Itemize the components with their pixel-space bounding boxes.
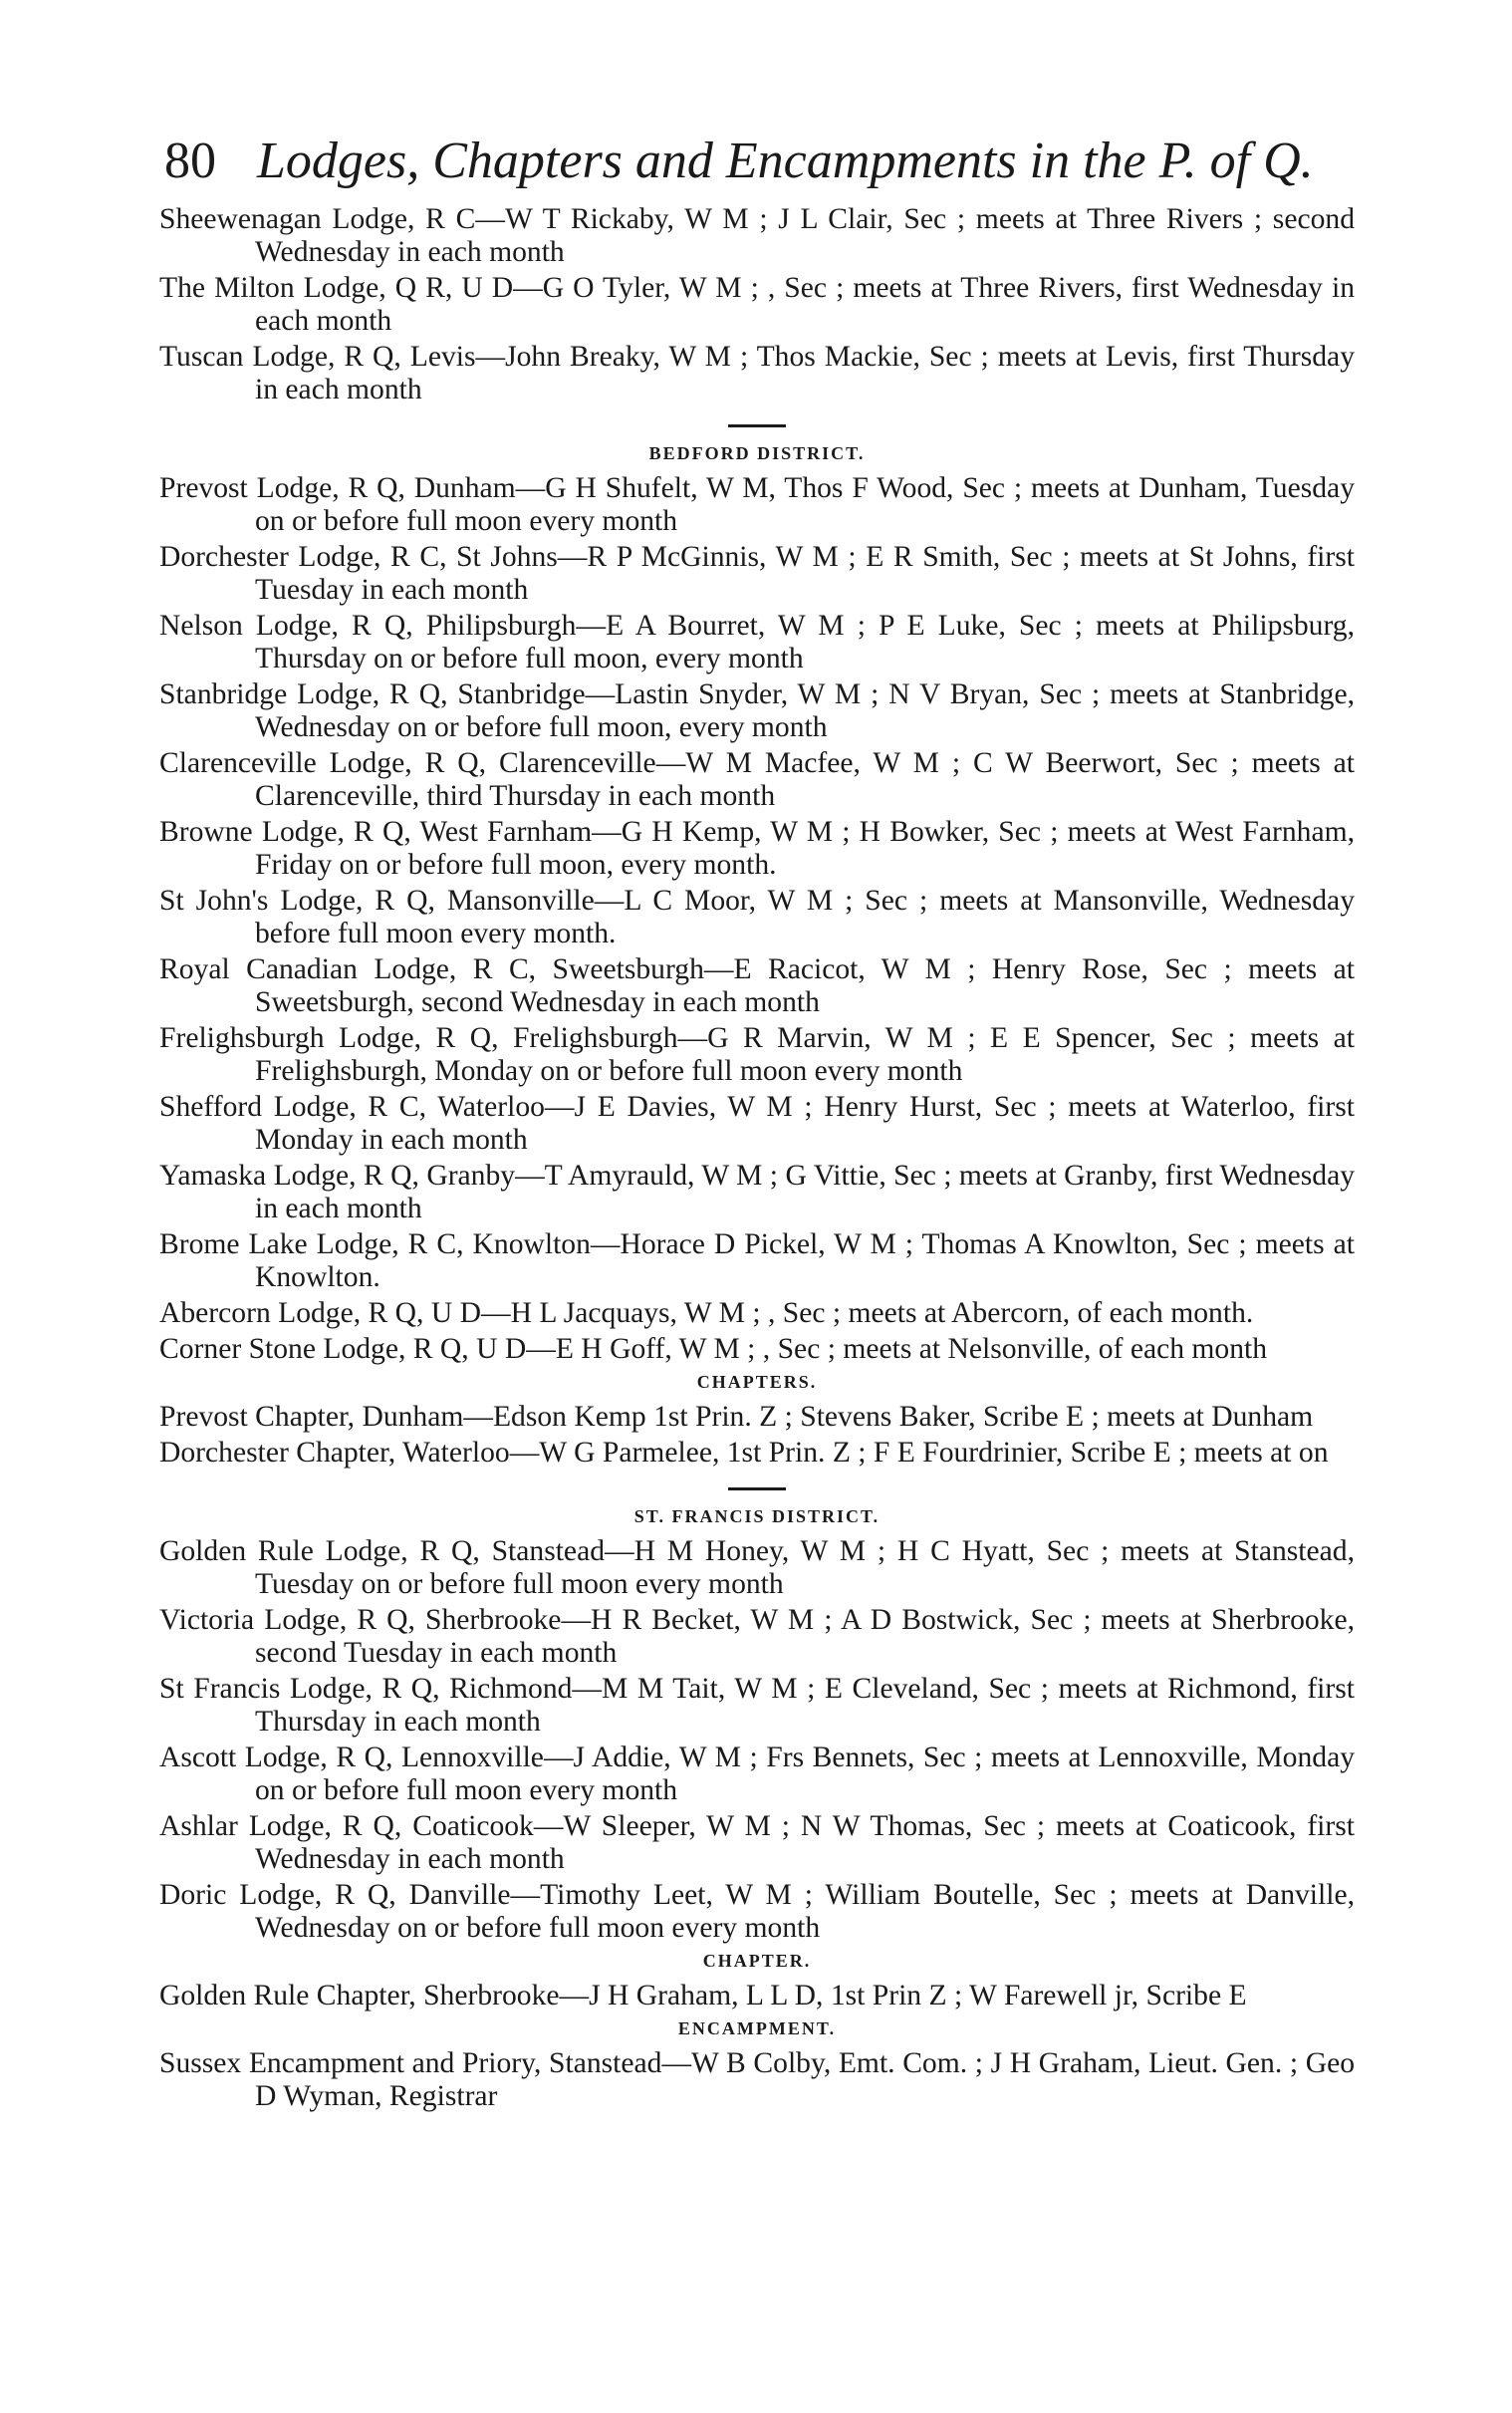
lodge-entry: Victoria Lodge, R Q, Sherbrooke—H R Becket, W M ; A D Bostwick, Sec ; meets at Sherbrooke, second Tuesday in each month [159, 1604, 1355, 1669]
section-heading-chapters: CHAPTERS. [696, 1372, 818, 1392]
lodge-entry: Clarenceville Lodge, R Q, Clarenceville—W M Macfee, W M ; C W Beerwort, Sec ; meets at Clarenceville, third Thursday in each month [159, 747, 1355, 812]
lodge-entry: Sheewenagan Lodge, R C—W T Rickaby, W M ; J L Clair, Sec ; meets at Three Rivers ; second Wednesday in each month [159, 203, 1355, 268]
lodge-entry: Corner Stone Lodge, R Q, U D—E H Goff, W M ; , Sec ; meets at Nelsonville, of each month [159, 1333, 1268, 1365]
lodge-entry: Prevost Lodge, R Q, Dunham—G H Shufelt, W M, Thos F Wood, Sec ; meets at Dunham, Tuesday on or before full moon every month [159, 472, 1355, 537]
lodge-entry: Doric Lodge, R Q, Danville—Timothy Leet, W M ; William Boutelle, Sec ; meets at Danville, Wednesday on or before full moon every month [159, 1879, 1355, 1944]
lodge-entry: Tuscan Lodge, R Q, Levis—John Breaky, W M ; Thos Mackie, Sec ; meets at Levis, first Thursday in each month [159, 341, 1355, 405]
running-title: Lodges, Chapters and Encampments in the P. of Q. [257, 133, 1314, 189]
lodge-entry: Browne Lodge, R Q, West Farnham—G H Kemp, W M ; H Bowker, Sec ; meets at West Farnham, Friday on or before full moon, every month. [159, 816, 1355, 881]
section-heading-chapter: CHAPTER. [702, 1951, 812, 1971]
lodge-entry: The Milton Lodge, Q R, U D—G O Tyler, W M ; , Sec ; meets at Three Rivers, first Wednesday in each month [159, 272, 1355, 337]
lodge-entry: Shefford Lodge, R C, Waterloo—J E Davies, W M ; Henry Hurst, Sec ; meets at Waterloo, first Monday in each month [159, 1091, 1355, 1156]
page-body [159, 203, 1355, 2116]
encampment-entry: Sussex Encampment and Priory, Stanstead—W B Colby, Emt. Com. ; J H Graham, Lieut. Gen. ; Geo D Wyman, Registrar [159, 2047, 1355, 2112]
chapter-entry: Prevost Chapter, Dunham—Edson Kemp 1st Prin. Z ; Stevens Baker, Scribe E ; meets at Dunham [159, 1401, 1314, 1433]
lodge-entry: Abercorn Lodge, R Q, U D—H L Jacquays, W M ; , Sec ; meets at Abercorn, of each month. [159, 1297, 1254, 1329]
section-divider [728, 1487, 786, 1490]
lodge-entry: Frelighsburgh Lodge, R Q, Frelighsburgh—G R Marvin, W M ; E E Spencer, Sec ; meets at Frelighsburgh, Monday on or before full moon every month [159, 1022, 1355, 1087]
section-divider [728, 424, 786, 427]
lodge-entry: Nelson Lodge, R Q, Philipsburgh—E A Bourret, W M ; P E Luke, Sec ; meets at Philipsburg, Thursday on or before full moon, every month [159, 610, 1355, 674]
lodge-entry: St Francis Lodge, R Q, Richmond—M M Tait, W M ; E Cleveland, Sec ; meets at Richmond, first Thursday in each month [159, 1673, 1355, 1738]
section-heading-st-francis: ST. FRANCIS DISTRICT. [633, 1506, 881, 1526]
lodge-entry: Royal Canadian Lodge, R C, Sweetsburgh—E Racicot, W M ; Henry Rose, Sec ; meets at Sweetsburgh, second Wednesday in each month [159, 953, 1355, 1018]
chapter-entry: Dorchester Chapter, Waterloo—W G Parmelee, 1st Prin. Z ; F E Fourdrinier, Scribe E ; meets at on [159, 1437, 1329, 1469]
section-heading-bedford: BEDFORD DISTRICT. [648, 443, 866, 463]
chapter-entry: Golden Rule Chapter, Sherbrooke—J H Graham, L L D, 1st Prin Z ; W Farewell jr, Scribe E [159, 1980, 1247, 2011]
page-number: 80 [164, 133, 216, 189]
lodge-entry: Golden Rule Lodge, R Q, Stanstead—H M Honey, W M ; H C Hyatt, Sec ; meets at Stanstead, Tuesday on or before full moon every month [159, 1535, 1355, 1600]
lodge-entry: Dorchester Lodge, R C, St Johns—R P McGinnis, W M ; E R Smith, Sec ; meets at St Johns, first Tuesday in each month [159, 541, 1355, 606]
lodge-entry: Ascott Lodge, R Q, Lennoxville—J Addie, W M ; Frs Bennets, Sec ; meets at Lennoxville, Monday on or before full moon every month [159, 1742, 1355, 1806]
section-heading-encampment: ENCAMPMENT. [677, 2018, 837, 2038]
lodge-entry: St John's Lodge, R Q, Mansonville—L C Moor, W M ; Sec ; meets at Mansonville, Wednesday before full moon every month. [159, 885, 1355, 949]
lodge-entry: Yamaska Lodge, R Q, Granby—T Amyrauld, W M ; G Vittie, Sec ; meets at Granby, first Wednesday in each month [159, 1160, 1355, 1224]
lodge-entry: Ashlar Lodge, R Q, Coaticook—W Sleeper, W M ; N W Thomas, Sec ; meets at Coaticook, first Wednesday in each month [159, 1810, 1355, 1875]
lodge-entry: Stanbridge Lodge, R Q, Stanbridge—Lastin Snyder, W M ; N V Bryan, Sec ; meets at Stanbridge, Wednesday on or before full moon, every month [159, 678, 1355, 743]
page-header [164, 132, 1360, 191]
lodge-entry: Brome Lake Lodge, R C, Knowlton—Horace D Pickel, W M ; Thomas A Knowlton, Sec ; meets at Knowlton. [159, 1228, 1355, 1293]
